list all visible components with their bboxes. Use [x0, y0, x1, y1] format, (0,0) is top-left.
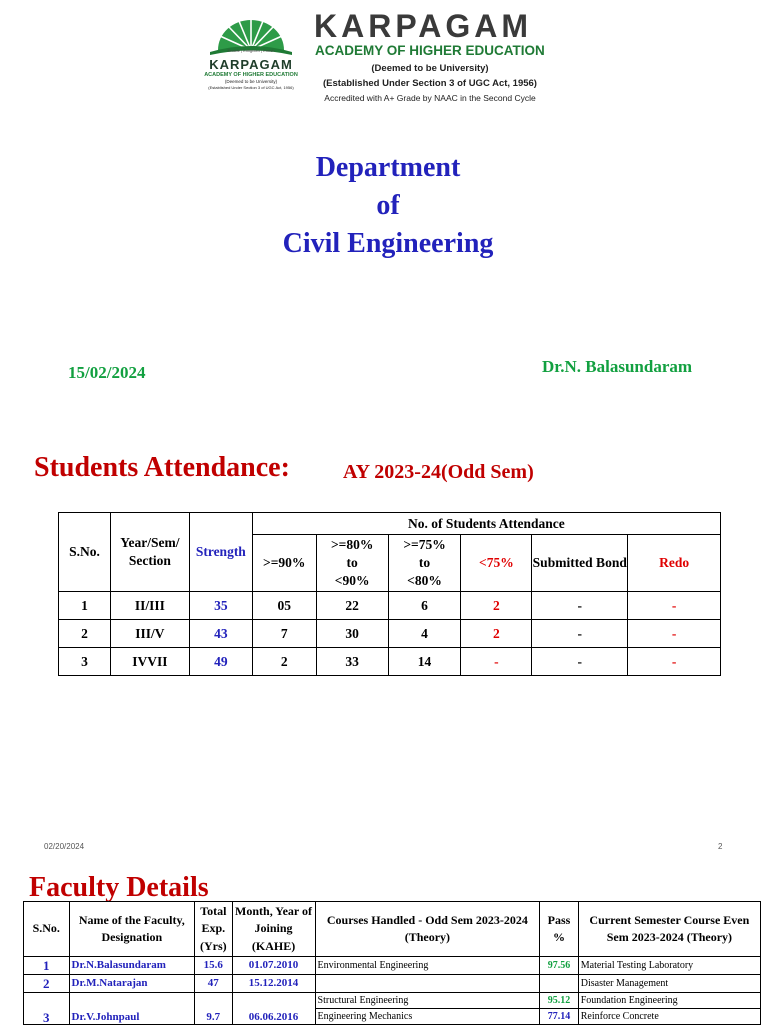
attendance-subtitle: AY 2023-24(Odd Sem) [343, 461, 534, 483]
university-academy: ACADEMY OF HIGHER EDUCATION [315, 43, 545, 58]
cell-year: III/V [110, 620, 189, 648]
header-75-80-line2: to [418, 555, 431, 570]
cell-course [315, 975, 540, 993]
logo-tagline: Enable | Enlighten | Enrich [227, 48, 275, 53]
header-80-90-line2: to [346, 555, 358, 570]
cell-ge90: 7 [252, 620, 316, 648]
cell-strength: 43 [189, 620, 252, 648]
header-faculty-name: Name of the Faculty, Designation [69, 902, 195, 957]
cell-exp: 15.6 [195, 957, 232, 975]
cell-redo: - [628, 648, 721, 676]
header-pass: Pass % [540, 902, 578, 957]
attendance-title: Students Attendance: [34, 452, 290, 483]
slide-page-number: 2 [718, 842, 723, 851]
cell-ge90: 05 [252, 592, 316, 620]
cell-pass [540, 975, 578, 993]
table-row [24, 993, 761, 1009]
header-75-80 [388, 535, 461, 592]
header-lt75: <75% [461, 535, 532, 592]
cell-exp: 47 [195, 975, 232, 993]
cell-bond: - [532, 620, 628, 648]
cell-course: Environmental Engineering [315, 957, 540, 975]
table-row [59, 648, 721, 676]
header-80-90 [316, 535, 388, 592]
header-75-80-line3: <80% [407, 573, 442, 588]
header-current-course: Current Semester Course Even Sem 2023-2024 (Theory) [578, 902, 760, 957]
university-established: (Established Under Section 3 of UGC Act, 1956) [323, 78, 537, 89]
report-date: 15/02/2024 [68, 363, 146, 382]
cell-pass: 95.12 [540, 993, 578, 1009]
header-attendance-group: No. of Students Attendance [252, 513, 720, 535]
cell-lt75: - [461, 648, 532, 676]
logo-subtitle: ACADEMY OF HIGHER EDUCATION [204, 72, 298, 78]
cell-redo: - [628, 592, 721, 620]
faculty-table [23, 901, 761, 1025]
cell-75-80: 14 [388, 648, 461, 676]
cell-joining: 01.07.2010 [232, 957, 315, 975]
header-80-90-line3: <90% [334, 573, 370, 588]
cell-ge90: 2 [252, 648, 316, 676]
table-row [59, 592, 721, 620]
cell-current-course: Reinforce Concrete [578, 1009, 760, 1025]
table-row [24, 975, 761, 993]
header-total-exp: Total Exp. (Yrs) [195, 902, 232, 957]
university-accreditation: Accredited with A+ Grade by NAAC in the Second Cycle [324, 93, 536, 103]
cell-80-90: 33 [316, 648, 388, 676]
cell-faculty-name: Dr.M.Natarajan [69, 975, 195, 993]
table-row [59, 620, 721, 648]
cell-80-90: 22 [316, 592, 388, 620]
cell-lt75: 2 [461, 620, 532, 648]
header-redo: Redo [628, 535, 721, 592]
header-sno: S.No. [24, 902, 70, 957]
cell-80-90: 30 [316, 620, 388, 648]
cell-faculty-name: Dr.V.Johnpaul [69, 993, 195, 1025]
cell-bond: - [532, 592, 628, 620]
cell-joining: 15.12.2014 [232, 975, 315, 993]
header-75-80-line1: >=75% [403, 537, 446, 552]
table-row [24, 957, 761, 975]
header-strength: Strength [189, 513, 252, 592]
author-name: Dr.N. Balasundaram [542, 357, 693, 376]
logo-established-text: (Established Under Section 3 of UGC Act, 1956) [208, 85, 294, 90]
cell-strength: 49 [189, 648, 252, 676]
attendance-table [58, 512, 721, 676]
cell-bond: - [532, 648, 628, 676]
cell-pass: 77.14 [540, 1009, 578, 1025]
logo-name: KARPAGAM [209, 57, 293, 72]
cell-sno: 3 [59, 648, 111, 676]
cell-course: Engineering Mechanics [315, 1009, 540, 1025]
cell-lt75: 2 [461, 592, 532, 620]
cell-sno: 1 [59, 592, 111, 620]
cell-current-course: Disaster Management [578, 975, 760, 993]
cell-sno: 2 [59, 620, 111, 648]
faculty-title: Faculty Details [29, 872, 209, 903]
university-name: KARPAGAM [314, 8, 533, 44]
slide-footer-date: 02/20/2024 [44, 842, 85, 851]
cell-course: Structural Engineering [315, 993, 540, 1009]
cell-year: II/III [110, 592, 189, 620]
cell-sno: 2 [24, 975, 70, 993]
cell-current-course: Foundation Engineering [578, 993, 760, 1009]
cell-exp: 9.7 [195, 993, 232, 1025]
department-title-line3: Civil Engineering [282, 228, 494, 259]
header-joining: Month, Year of Joining (KAHE) [232, 902, 315, 957]
department-title-line2: of [376, 190, 400, 221]
header-submitted-bond: Submitted Bond [532, 535, 628, 592]
header-ge90: >=90% [252, 535, 316, 592]
logo-deemed-text: (Deemed to be University) [224, 79, 278, 84]
cell-75-80: 6 [388, 592, 461, 620]
department-title-line1: Department [315, 152, 461, 183]
cell-joining: 06.06.2016 [232, 993, 315, 1025]
cell-faculty-name: Dr.N.Balasundaram [69, 957, 195, 975]
cell-strength: 35 [189, 592, 252, 620]
header-courses-odd: Courses Handled - Odd Sem 2023-2024 (Theory) [315, 902, 540, 957]
header-year-sem-section: Year/Sem/ Section [110, 513, 189, 592]
cell-pass: 97.56 [540, 957, 578, 975]
header-80-90-line1: >=80% [330, 537, 374, 552]
cell-sno: 1 [24, 957, 70, 975]
cell-redo: - [628, 620, 721, 648]
cell-sno: 3 [24, 993, 70, 1025]
cell-current-course: Material Testing Laboratory [578, 957, 760, 975]
cell-year: IVVII [110, 648, 189, 676]
header-sno: S.No. [59, 513, 111, 592]
university-deemed: (Deemed to be University) [371, 63, 489, 74]
cell-75-80: 4 [388, 620, 461, 648]
